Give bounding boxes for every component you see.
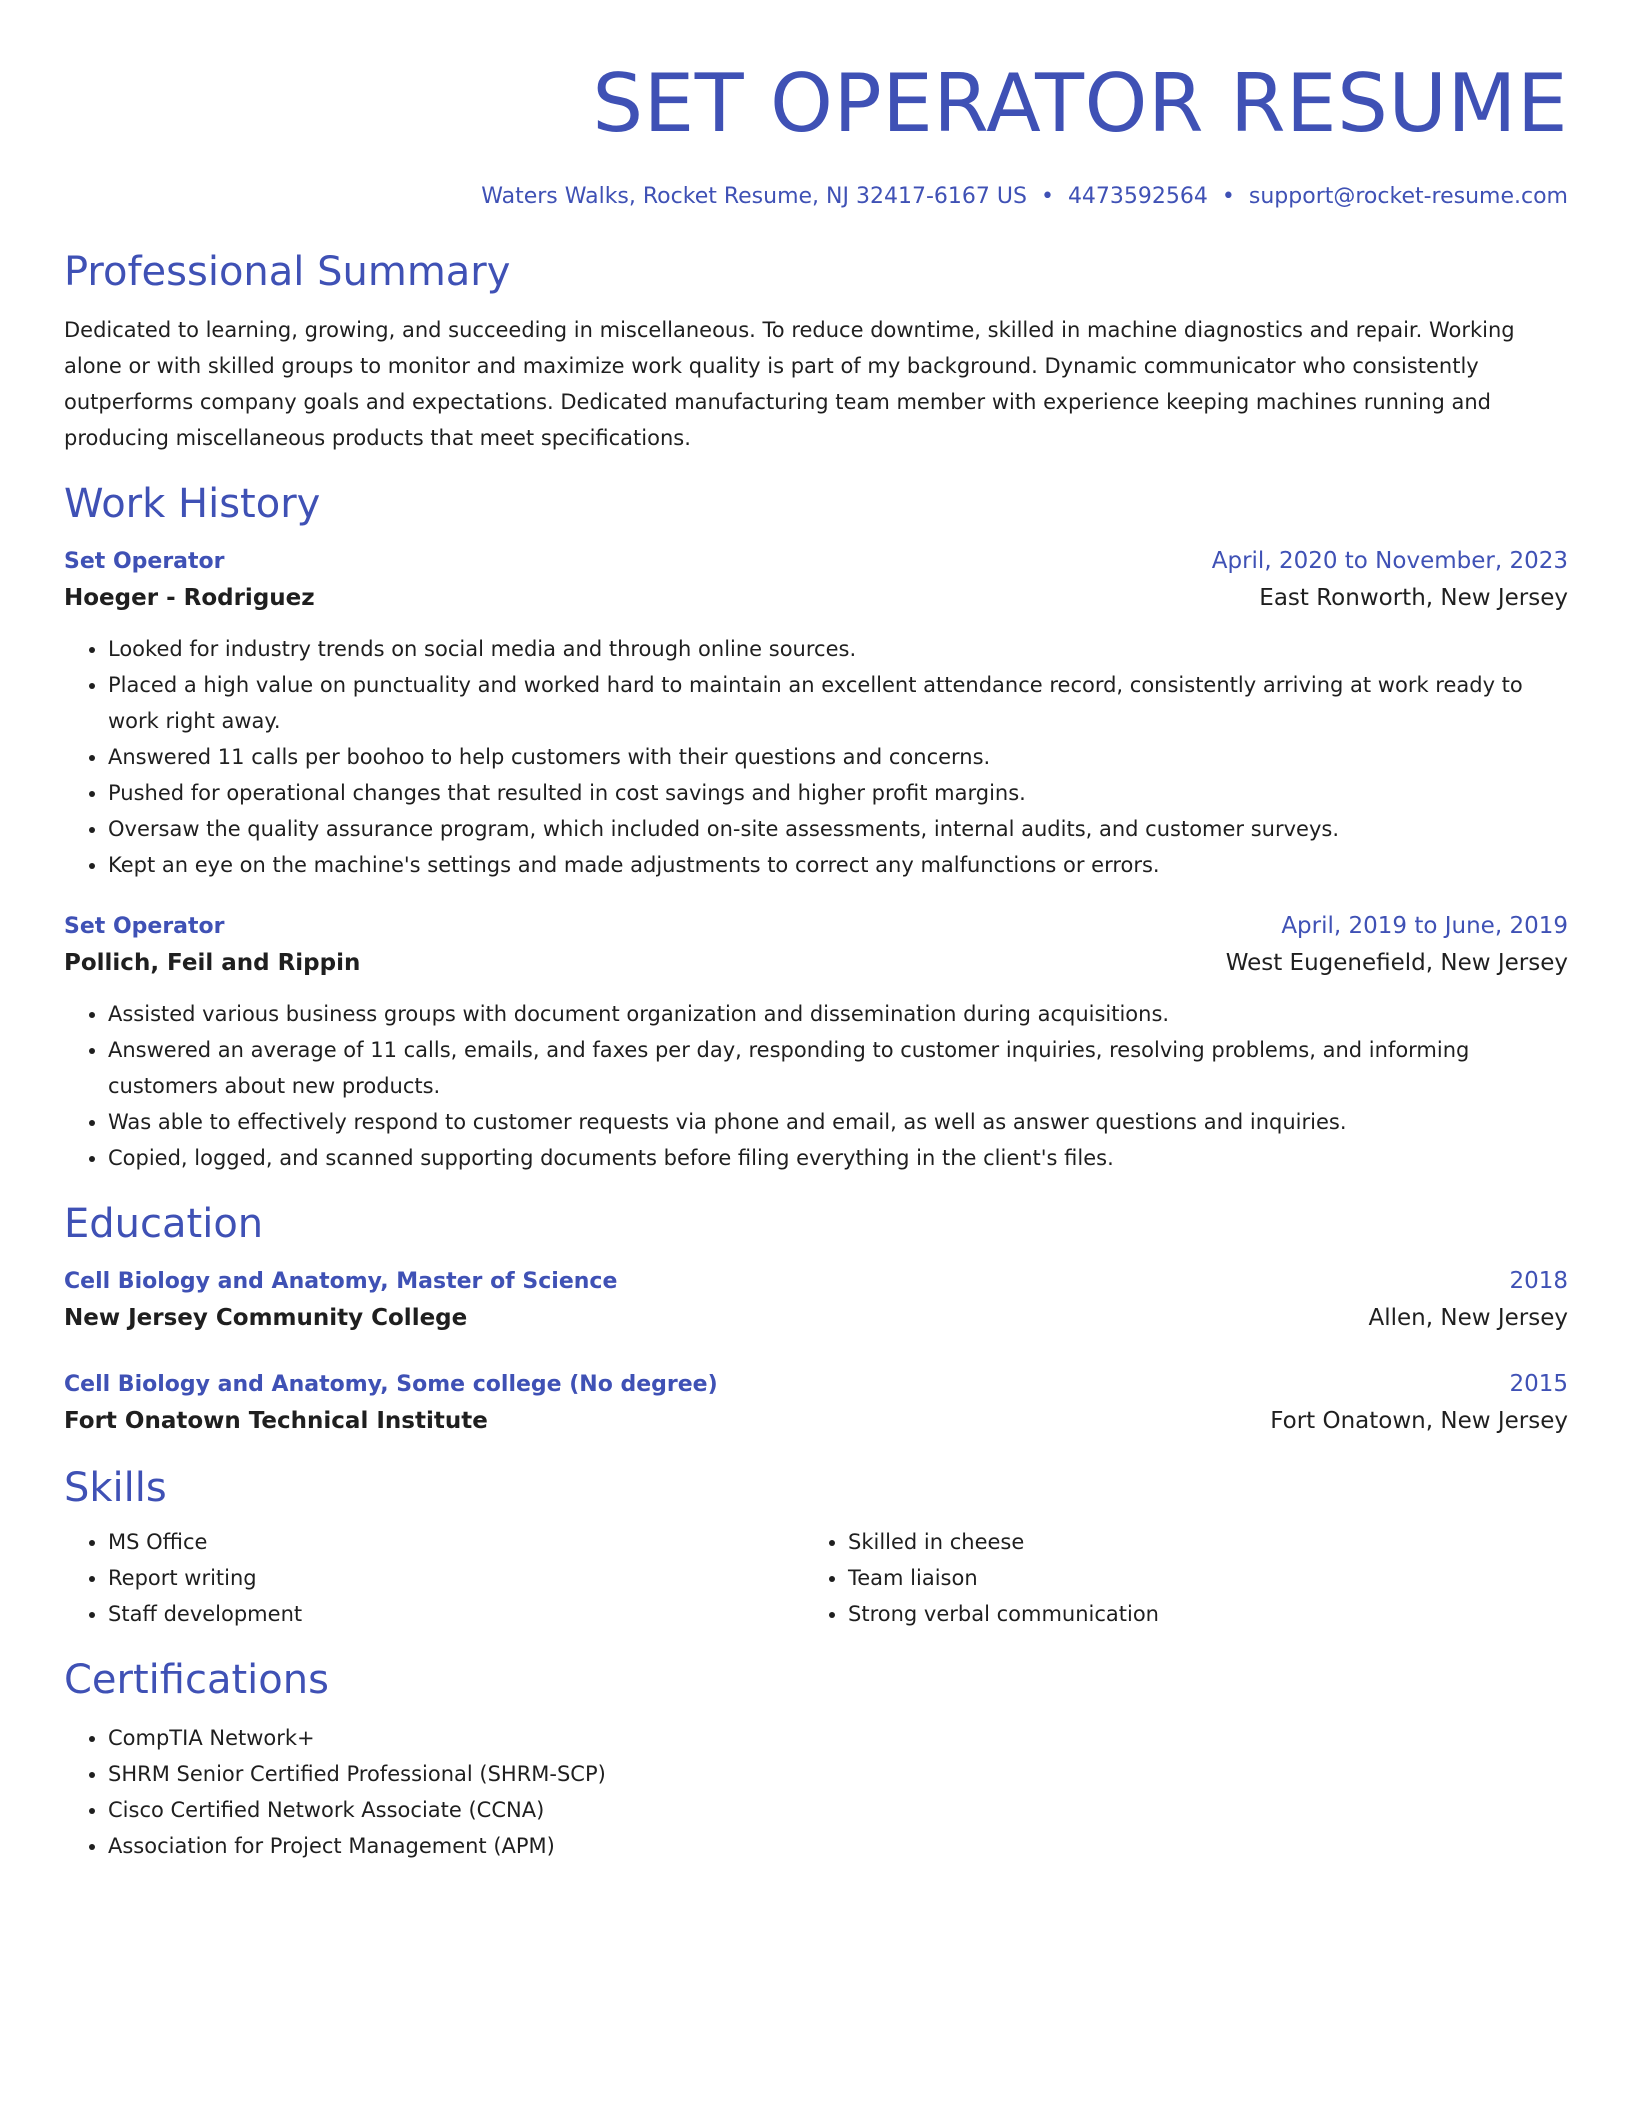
- section-title-certifications: Certifications: [64, 1657, 329, 1703]
- list-item: • Was able to effectively respond to customer requests via phone and email, as well as answer questions and inquiries.: [108, 1104, 1568, 1140]
- skills-column-left: [64, 1524, 804, 1632]
- skill-item: • Team liaison: [848, 1560, 1544, 1596]
- job-entry: [64, 544, 1568, 883]
- education-entry: [64, 1367, 1568, 1440]
- skill-item: • Strong verbal communication: [848, 1596, 1544, 1632]
- education-location: Allen, New Jersey: [1368, 1305, 1568, 1331]
- skills-section: [64, 1462, 1568, 1632]
- certifications-list: [64, 1720, 1568, 1864]
- list-item: • Copied, logged, and scanned supporting documents before filing everything in the client's files.: [108, 1140, 1568, 1176]
- education-entry: [64, 1264, 1568, 1337]
- list-item: • Answered an average of 11 calls, emails, and faxes per day, responding to customer inquiries, resolving problems, and informing customers about new products.: [108, 1032, 1568, 1104]
- education-section: [64, 1198, 1568, 1440]
- job-bullets: [64, 631, 1568, 883]
- contact-separator: •: [1040, 184, 1054, 209]
- education-year: 2018: [1509, 1268, 1568, 1294]
- section-title-education: Education: [64, 1201, 264, 1247]
- job-company: Pollich, Feil and Rippin: [64, 950, 361, 976]
- education-header-row: [64, 1367, 1568, 1402]
- certification-item: • Cisco Certified Network Associate (CCNA): [108, 1792, 1568, 1828]
- job-header-row: [64, 544, 1568, 579]
- certification-item: • Association for Project Management (APM): [108, 1828, 1568, 1864]
- list-item: • Answered 11 calls per boohoo to help customers with their questions and concerns.: [108, 739, 1568, 775]
- skill-item: • Skilled in cheese: [848, 1524, 1544, 1560]
- contact-line: [64, 182, 1568, 212]
- section-title-skills: Skills: [64, 1465, 167, 1511]
- education-school-row: [64, 1299, 1568, 1337]
- skills-column-right: [804, 1524, 1544, 1632]
- certifications-section: [64, 1654, 1568, 1864]
- education-school-row: [64, 1402, 1568, 1440]
- certification-item: • CompTIA Network+: [108, 1720, 1568, 1756]
- job-entry: [64, 909, 1568, 1176]
- list-item: • Kept an eye on the machine's settings and made adjustments to correct any malfunctions or errors.: [108, 847, 1568, 883]
- section-title-work-history: Work History: [64, 481, 321, 527]
- certification-item: • SHRM Senior Certified Professional (SHRM-SCP): [108, 1756, 1568, 1792]
- job-dates: April, 2019 to June, 2019: [1281, 913, 1568, 939]
- list-item: • Oversaw the quality assurance program, which included on-site assessments, internal audits, and customer surveys.: [108, 811, 1568, 847]
- job-company-row: [64, 944, 1568, 982]
- skill-item: • Report writing: [108, 1560, 804, 1596]
- job-company-row: [64, 579, 1568, 617]
- education-year: 2015: [1509, 1371, 1568, 1397]
- job-location: East Ronworth, New Jersey: [1259, 585, 1568, 611]
- list-item: • Assisted various business groups with document organization and dissemination during acquisitions.: [108, 996, 1568, 1032]
- job-location: West Eugenefield, New Jersey: [1225, 950, 1568, 976]
- skill-item: • Staff development: [108, 1596, 804, 1632]
- skills-grid: [64, 1524, 1568, 1632]
- resume-header: [64, 48, 1568, 212]
- summary-text: Dedicated to learning, growing, and succeeding in miscellaneous. To reduce downtime, skilled in machine diagnostics and repair. Working alone or with skilled groups to monitor and maximize work quality is part of my background. Dynamic communicator who consistently outperforms company goals and expectations. Dedicated manufacturing team member with experience keeping machines running and producing miscellaneous products that meet specifications.: [64, 318, 1515, 450]
- list-item: • Pushed for operational changes that resulted in cost savings and higher profit margins.: [108, 775, 1568, 811]
- contact-address: Waters Walks, Rocket Resume, NJ 32417-6167 US: [481, 184, 1027, 209]
- summary-section: [64, 246, 1568, 456]
- job-company: Hoeger - Rodriguez: [64, 585, 315, 611]
- work-history-section: [64, 478, 1568, 1176]
- education-school: Fort Onatown Technical Institute: [64, 1408, 488, 1434]
- skill-item: • MS Office: [108, 1524, 804, 1560]
- skills-list-left: [64, 1524, 804, 1632]
- education-location: Fort Onatown, New Jersey: [1270, 1408, 1568, 1434]
- job-header-row: [64, 909, 1568, 944]
- job-bullets: [64, 996, 1568, 1176]
- resume-title: SET OPERATOR RESUME: [592, 57, 1568, 150]
- education-school: New Jersey Community College: [64, 1305, 468, 1331]
- contact-phone: 4473592564: [1067, 184, 1208, 209]
- contact-email: support@rocket-resume.com: [1248, 184, 1568, 209]
- education-header-row: [64, 1264, 1568, 1299]
- section-title-summary: Professional Summary: [64, 249, 511, 295]
- job-title: Set Operator: [64, 549, 225, 574]
- contact-separator: •: [1221, 184, 1235, 209]
- job-title: Set Operator: [64, 914, 225, 939]
- skills-list-right: [804, 1524, 1544, 1632]
- list-item: • Placed a high value on punctuality and worked hard to maintain an excellent attendance record, consistently arriving at work ready to work right away.: [108, 667, 1568, 739]
- education-degree: Cell Biology and Anatomy, Master of Science: [64, 1269, 618, 1294]
- job-dates: April, 2020 to November, 2023: [1211, 548, 1568, 574]
- list-item: • Looked for industry trends on social media and through online sources.: [108, 631, 1568, 667]
- education-degree: Cell Biology and Anatomy, Some college (No degree): [64, 1372, 718, 1397]
